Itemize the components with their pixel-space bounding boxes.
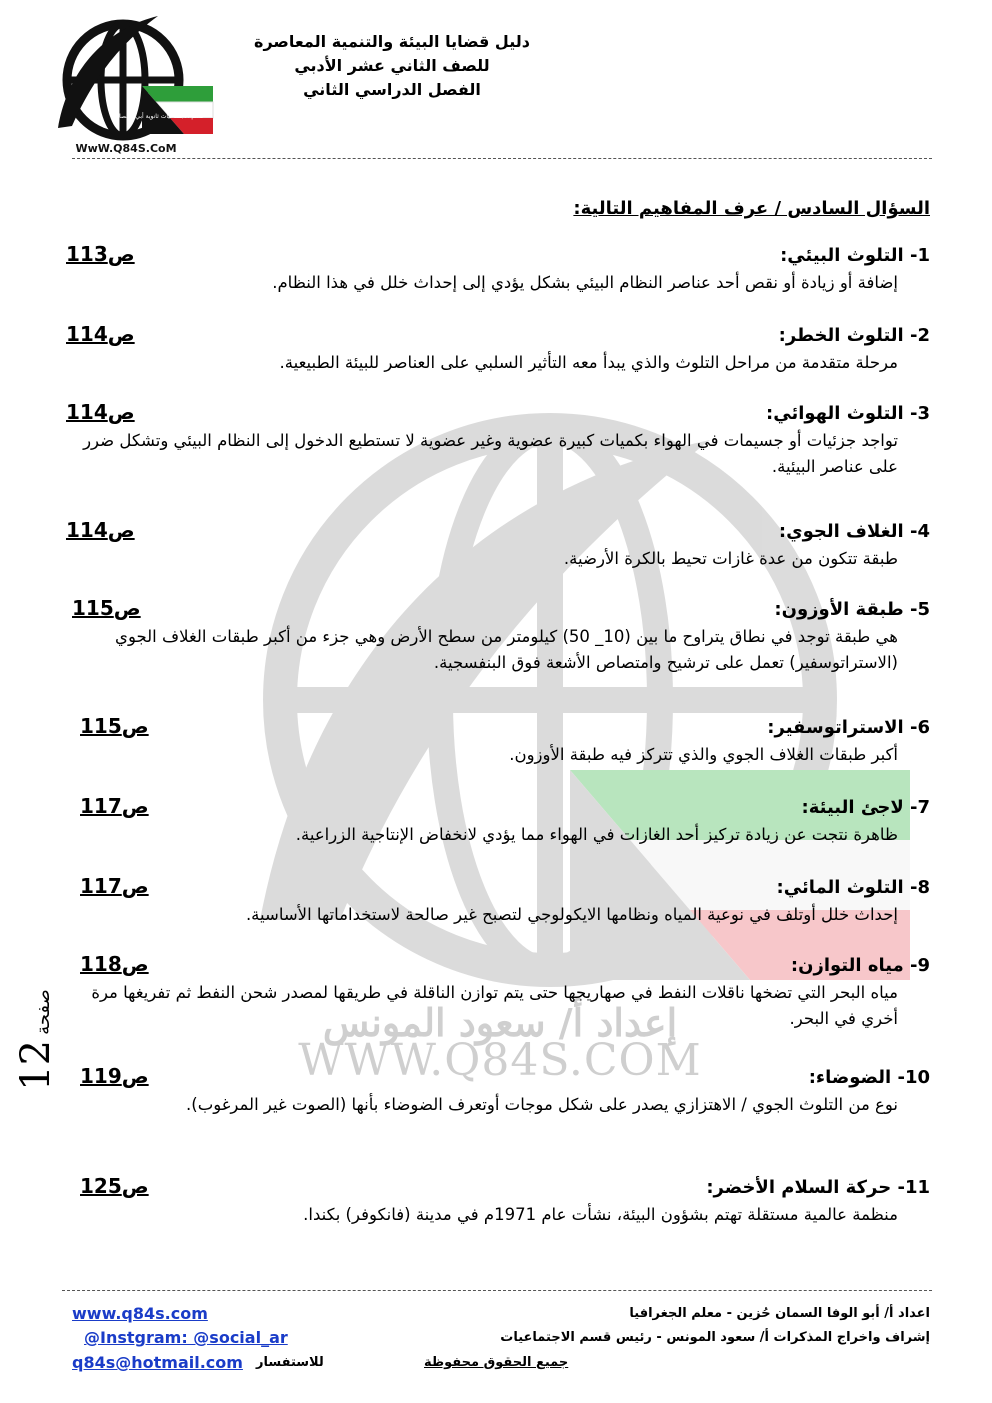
term-title: 10- الضوضاء: [808, 1067, 930, 1088]
term-item [60, 794, 930, 848]
page-ref: ص115 [80, 714, 149, 738]
term-item [60, 518, 930, 572]
term-item [60, 400, 930, 480]
term-title: 8- التلوث المائي: [776, 877, 930, 898]
page-ref: ص114 [66, 400, 135, 424]
term-definition: إضافة أو زيادة أو نقص أحد عناصر النظام البيئي بشكل يؤدي إلى إحداث خلل في هذا النظام. [272, 273, 898, 292]
logo-caption: قسم الاجتماعيات ثانوية أبي الحصاني [112, 113, 204, 120]
term-item [60, 596, 930, 676]
term-definition: إحداث خلل أوتلف في نوعية المياه ونظامها الايكولوجي لتصبح غير صالحة لاستخداماتها الأساسية. [245, 905, 898, 924]
watermark-url: WWW.Q84S.COM [298, 1035, 702, 1086]
term-title: 11- حركة السلام الأخضر: [706, 1177, 930, 1198]
term-definition: منظمة عالمية مستقلة تهتم بشؤون البيئة، نشأت عام 1971م في مدينة (فانكوفر) بكندا. [303, 1205, 898, 1224]
term-definition: هي طبقة توجد في نطاق يتراوح ما بين (10_ 50) كيلومتر من سطح الأرض وهي جزء من أكبر طبقات الغلاف الجوي (الاستراتوسفير) تعمل على ترشيح وامتصاص الأشعة فوق البنفسجية. [115, 627, 898, 672]
term-definition: مياه البحر التي تضخها ناقلات النفط في صهاريجها حتى يتم توازن الناقلة في طريقها لمصدر شحن النفط ثم تفريغها مرة أخري في البحر. [91, 983, 898, 1028]
term-title: 2- التلوث الخطر: [778, 325, 930, 346]
term-definition: تواجد جزئيات أو جسيمات في الهواء بكميات كبيرة عضوية وغير عضوية لا تستطيع الدخول إلى النظام البيئي وتشكل ضرر على عناصر البيئية. [83, 431, 898, 476]
term-item [60, 714, 930, 768]
watermark-teacher: إعداد أ/ سعود المونس [322, 1000, 678, 1045]
footer-website-link[interactable]: www.q84s.com [72, 1304, 208, 1323]
term-title: 4- الغلاف الجوي: [778, 521, 930, 542]
footer-prepared-by: اعداد أ/ أبو الوفا السمان حُزين - معلم الجغرافيا [629, 1306, 930, 1321]
page-ref: ص119 [80, 1064, 149, 1088]
term-definition: أكبر طبقات الغلاف الجوي والذي تتركز فيه طبقة الأوزون. [509, 745, 898, 764]
footer-supervised-by: إشراف واخراج المذكرات أ/ سعود المونس - رئيس قسم الاجتماعيات [500, 1330, 930, 1345]
title-line-3: الفصل الدراسي الثاني [303, 80, 481, 99]
logo-url: WwW.Q84S.CoM [75, 142, 177, 155]
footer-divider [62, 1290, 932, 1291]
term-title: 9- مياه التوازن: [790, 955, 930, 976]
term-definition: ظاهرة نتجت عن زيادة تركيز أحد الغازات في الهواء مما يؤدي لانخفاض الإنتاجية الزراعية. [295, 825, 898, 844]
footer-rights: جميع الحقوق محفوظة [424, 1355, 569, 1370]
page-ref: ص115 [72, 596, 141, 620]
term-title: 1- التلوث البيئي: [780, 245, 930, 266]
page-ref: ص114 [66, 518, 135, 542]
header-titles [192, 30, 592, 102]
term-title: 6- الاستراتوسفير: [767, 717, 930, 738]
page-ref: ص114 [66, 322, 135, 346]
term-definition: نوع من التلوث الجوي / الاهتزازي يصدر على شكل موجات أوتعرف الضوضاء بأنها (الصوت غير المرغوب). [186, 1095, 898, 1114]
footer-instagram-link[interactable]: @Instgram: @social_ar [84, 1328, 288, 1347]
page-ref: ص117 [80, 874, 149, 898]
page-ref: ص125 [80, 1174, 149, 1198]
page-ref: ص113 [66, 242, 135, 266]
page-number-value: 12 [13, 1039, 59, 1091]
page-number [8, 985, 64, 1095]
term-title: 3- التلوث الهوائي: [766, 403, 930, 424]
title-line-2: للصف الثاني عشر الأدبي [294, 56, 490, 75]
header-divider [72, 158, 932, 159]
term-item [60, 1174, 930, 1228]
title-line-1: دليل قضايا البيئة والتنمية المعاصرة [254, 32, 530, 51]
term-item [60, 1064, 930, 1118]
term-item [60, 242, 930, 296]
term-item [60, 322, 930, 376]
term-title: 7- لاجئ البيئة: [801, 797, 930, 818]
term-definition: طبقة تتكون من عدة غازات تحيط بالكرة الأرضية. [563, 549, 898, 568]
page-number-label: صفحة [33, 989, 54, 1035]
page-ref: ص118 [80, 952, 149, 976]
question-title: السؤال السادس / عرف المفاهيم التالية: [573, 198, 930, 219]
term-item [60, 874, 930, 928]
term-definition: مرحلة متقدمة من مراحل التلوث والذي يبدأ معه التأثير السلبي على العناصر للبيئة الطبيعية. [279, 353, 898, 372]
term-item [60, 952, 930, 1032]
term-title: 5- طبقة الأوزون: [774, 599, 930, 620]
page-ref: ص117 [80, 794, 149, 818]
footer-inquiry-label: للاستفسار [256, 1355, 324, 1370]
footer-email-link[interactable]: q84s@hotmail.com [72, 1353, 243, 1372]
